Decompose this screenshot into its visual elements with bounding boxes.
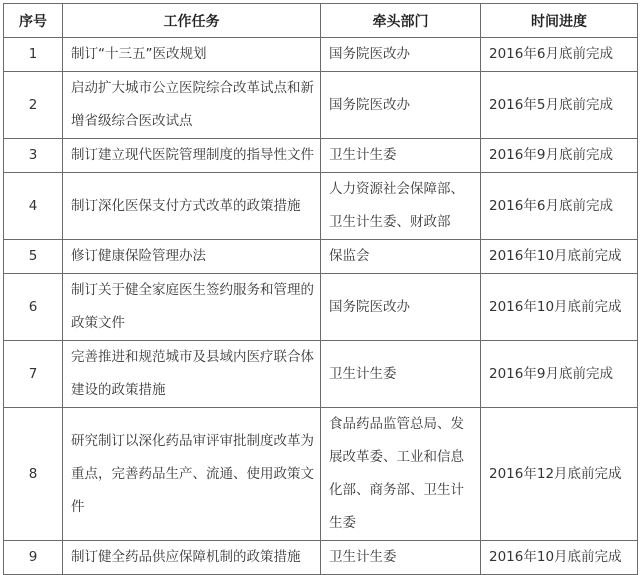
cell-dept — [321, 541, 481, 575]
cell-no — [4, 341, 63, 408]
cell-text-line: 增省级综合医改试点 — [71, 113, 193, 129]
cell-text-line: 7 — [28, 365, 38, 382]
cell-text-line: 卫生计生委 — [329, 365, 397, 382]
cell-text-line: 展改革委、工业和信息 — [329, 449, 464, 465]
cell-dept — [321, 240, 481, 274]
cell-time — [481, 240, 638, 274]
header-dept: 牵头部门 — [321, 4, 481, 38]
cell-task — [63, 72, 321, 139]
cell-task — [63, 173, 321, 240]
cell-text-line: 5 — [28, 248, 38, 264]
cell-text-line: 2016年6月底前完成 — [489, 197, 613, 214]
cell-no — [4, 173, 63, 240]
cell-text-line: 2016年10月底前完成 — [489, 248, 622, 264]
cell-dept — [321, 341, 481, 408]
cell-task — [63, 38, 321, 72]
cell-text-line: 制订关于健全家庭医生签约服务和管理的 — [71, 282, 314, 298]
table-row — [4, 274, 638, 341]
cell-text-line: 2016年5月底前完成 — [489, 96, 613, 113]
cell-text-line: 2016年10月底前完成 — [489, 549, 622, 565]
cell-text-line: 卫生计生委 — [329, 147, 397, 163]
header-no: 序号 — [4, 4, 63, 38]
cell-text-line: 制订健全药品供应保障机制的政策措施 — [71, 549, 301, 565]
cell-text-line: 3 — [28, 147, 38, 163]
cell-text-line: 制订深化医保支付方式改革的政策措施 — [71, 197, 301, 214]
table-row — [4, 72, 638, 139]
cell-text-line: 卫生计生委、财政部 — [329, 214, 451, 230]
cell-text-line: 保监会 — [329, 248, 370, 264]
cell-no — [4, 274, 63, 341]
cell-time — [481, 274, 638, 341]
table-row — [4, 341, 638, 408]
cell-time — [481, 341, 638, 408]
cell-text-line: 制订建立现代医院管理制度的指导性文件 — [71, 147, 314, 163]
cell-dept — [321, 139, 481, 173]
cell-task — [63, 274, 321, 341]
cell-text-line: 2016年9月底前完成 — [489, 365, 613, 382]
cell-text-line: 人力资源社会保障部、 — [329, 181, 464, 197]
cell-text-line: 修订健康保险管理办法 — [71, 248, 206, 264]
cell-no — [4, 139, 63, 173]
cell-time — [481, 408, 638, 541]
cell-task — [63, 341, 321, 408]
cell-text-line: 生委 — [329, 515, 356, 531]
cell-text-line: 建设的政策措施 — [71, 382, 166, 398]
cell-text-line: 重点，完善药品生产、流通、使用政策文 — [71, 465, 314, 482]
cell-text-line: 制订“十三五”医改规划 — [71, 46, 207, 62]
cell-text-line: 8 — [28, 465, 38, 482]
cell-text-line: 国务院医改办 — [329, 298, 410, 315]
cell-no — [4, 72, 63, 139]
cell-time — [481, 38, 638, 72]
cell-text-line: 研究制订以深化药品审评审批制度改革为 — [71, 432, 314, 449]
cell-dept — [321, 72, 481, 139]
header-row — [4, 4, 638, 38]
table-row — [4, 38, 638, 72]
cell-text-line: 食品药品监管总局、发 — [329, 416, 464, 432]
table-row — [4, 173, 638, 240]
cell-text-line: 完善推进和规范城市及县域内医疗联合体 — [71, 349, 314, 365]
task-table — [3, 3, 638, 575]
cell-no — [4, 408, 63, 541]
cell-text-line: 2016年12月底前完成 — [489, 465, 622, 482]
cell-time — [481, 139, 638, 173]
cell-dept — [321, 274, 481, 341]
cell-text-line: 2016年6月底前完成 — [489, 46, 613, 62]
header-task: 工作任务 — [63, 4, 321, 38]
table-row — [4, 240, 638, 274]
cell-text-line: 2 — [28, 96, 38, 113]
cell-text-line: 6 — [28, 298, 38, 315]
cell-time — [481, 173, 638, 240]
cell-time — [481, 541, 638, 575]
cell-no — [4, 240, 63, 274]
cell-dept — [321, 408, 481, 541]
cell-dept — [321, 173, 481, 240]
cell-no — [4, 541, 63, 575]
cell-text-line: 件 — [71, 498, 85, 515]
cell-text-line: 9 — [28, 549, 38, 565]
cell-task — [63, 408, 321, 541]
cell-task — [63, 240, 321, 274]
cell-text-line: 启动扩大城市公立医院综合改革试点和新 — [71, 80, 314, 96]
cell-task — [63, 139, 321, 173]
cell-no — [4, 38, 63, 72]
cell-task — [63, 541, 321, 575]
cell-text-line: 国务院医改办 — [329, 46, 410, 62]
table-row — [4, 139, 638, 173]
cell-text-line: 政策文件 — [71, 315, 125, 331]
cell-dept — [321, 38, 481, 72]
header-time: 时间进度 — [481, 4, 638, 38]
cell-text-line: 4 — [28, 197, 38, 214]
cell-text-line: 2016年10月底前完成 — [489, 298, 622, 315]
table-row — [4, 408, 638, 541]
table-row — [4, 541, 638, 575]
cell-time — [481, 72, 638, 139]
cell-text-line: 卫生计生委 — [329, 549, 397, 565]
cell-text-line: 1 — [28, 46, 38, 62]
cell-text-line: 2016年9月底前完成 — [489, 147, 613, 163]
cell-text-line: 化部、商务部、卫生计 — [329, 482, 464, 498]
cell-text-line: 国务院医改办 — [329, 96, 410, 113]
